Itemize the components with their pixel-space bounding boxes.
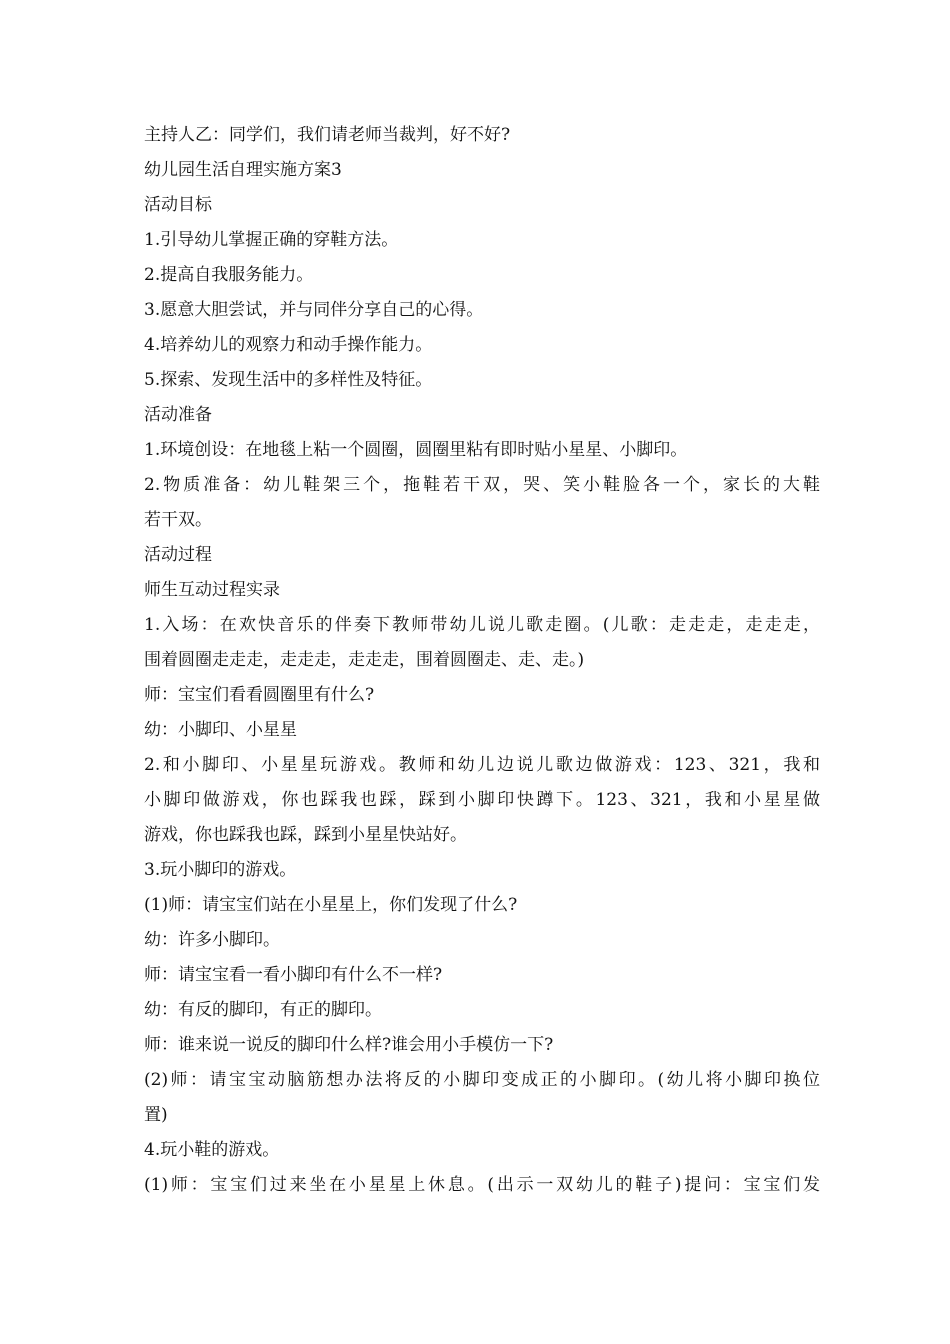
text-line: 3.愿意大胆尝试，并与同伴分享自己的心得。 [144, 300, 484, 320]
text-line: 师：请宝宝看一看小脚印有什么不一样? [144, 965, 443, 985]
text-line: 2.和小脚印、小星星玩游戏。教师和幼儿边说儿歌边做游戏：123、321，我和 [144, 755, 820, 775]
text-line: 4.玩小鞋的游戏。 [144, 1140, 280, 1160]
text-line: 活动准备 [144, 405, 212, 425]
document-body [144, 118, 820, 1203]
text-line: 幼儿园生活自理实施方案3 [144, 160, 342, 180]
text-line: 幼：许多小脚印。 [144, 930, 280, 950]
text-line: 活动目标 [144, 195, 212, 215]
text-line: 5.探索、发现生活中的多样性及特征。 [144, 370, 433, 390]
text-line: 幼：有反的脚印，有正的脚印。 [144, 1000, 382, 1020]
text-line: 若干双。 [144, 510, 212, 530]
text-line: 游戏，你也踩我也踩，踩到小星星快站好。 [144, 825, 467, 845]
text-line: 师：谁来说一说反的脚印什么样?谁会用小手模仿一下? [144, 1035, 554, 1055]
text-line: (1)师：宝宝们过来坐在小星星上休息。(出示一双幼儿的鞋子)提问：宝宝们发 [144, 1175, 820, 1195]
text-line: 主持人乙：同学们，我们请老师当裁判，好不好? [144, 125, 511, 145]
text-line: 幼：小脚印、小星星 [144, 720, 297, 740]
text-line: 小脚印做游戏，你也踩我也踩，踩到小脚印快蹲下。123、321，我和小星星做 [144, 790, 820, 810]
text-line: 师：宝宝们看看圆圈里有什么? [144, 685, 375, 705]
text-line: 师生互动过程实录 [144, 580, 280, 600]
text-line: 3.玩小脚印的游戏。 [144, 860, 297, 880]
text-line: 2.物质准备：幼儿鞋架三个，拖鞋若干双，哭、笑小鞋脸各一个，家长的大鞋 [144, 475, 820, 495]
text-line: 活动过程 [144, 545, 212, 565]
text-line: 4.培养幼儿的观察力和动手操作能力。 [144, 335, 433, 355]
text-line: 置) [144, 1105, 168, 1125]
text-line: 1.引导幼儿掌握正确的穿鞋方法。 [144, 230, 399, 250]
text-line: 2.提高自我服务能力。 [144, 265, 314, 285]
text-line: 1.环境创设：在地毯上粘一个圆圈，圆圈里粘有即时贴小星星、小脚印。 [144, 440, 688, 460]
text-line: (2)师：请宝宝动脑筋想办法将反的小脚印变成正的小脚印。(幼儿将小脚印换位 [144, 1070, 820, 1090]
text-line: 1.入场：在欢快音乐的伴奏下教师带幼儿说儿歌走圈。(儿歌：走走走，走走走， [144, 615, 820, 635]
text-line: (1)师：请宝宝们站在小星星上，你们发现了什么? [144, 895, 518, 915]
text-line: 围着圆圈走走走，走走走，走走走，围着圆圈走、走、走。) [144, 650, 585, 670]
